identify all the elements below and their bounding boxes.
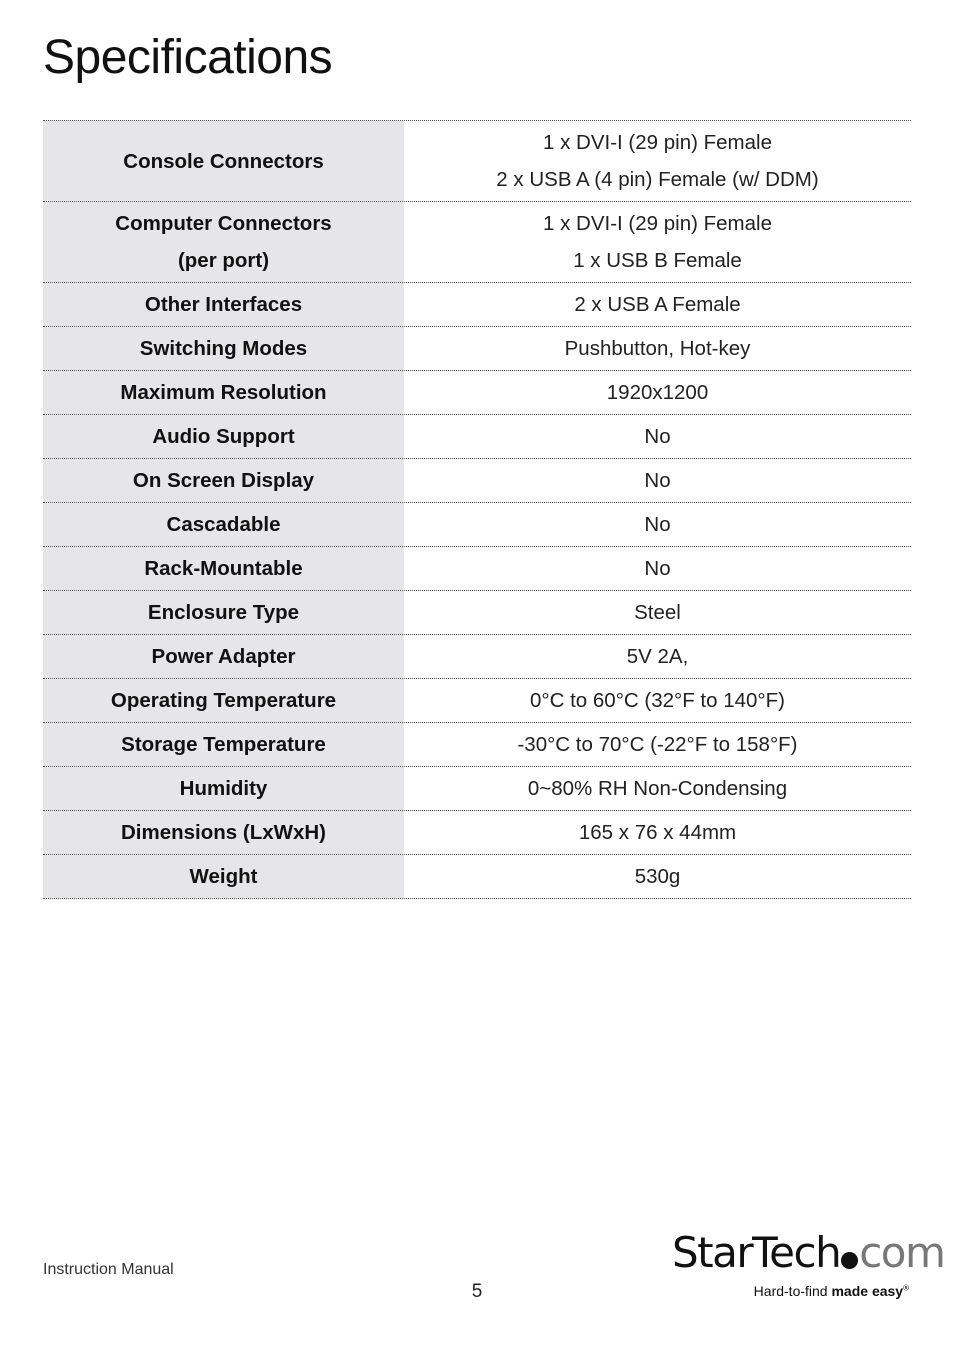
spec-value-line: 1 x DVI-I (29 pin) Female bbox=[543, 131, 772, 154]
spec-label bbox=[43, 371, 404, 414]
spec-row bbox=[43, 459, 911, 503]
spec-label-line: Rack-Mountable bbox=[144, 557, 303, 580]
spec-value bbox=[404, 459, 911, 502]
spec-value-line: 5V 2A, bbox=[626, 645, 689, 668]
spec-label-line: Storage Temperature bbox=[121, 733, 326, 756]
spec-label-line: Maximum Resolution bbox=[120, 381, 327, 404]
spec-value bbox=[404, 283, 911, 326]
logo-tagline bbox=[754, 1283, 909, 1299]
spec-value bbox=[404, 723, 911, 766]
spec-value-line: No bbox=[644, 557, 671, 580]
spec-value-line: 1920x1200 bbox=[606, 381, 709, 404]
logo-tagline-bold: made easy bbox=[831, 1283, 904, 1299]
spec-label-line: Computer Connectors bbox=[115, 212, 332, 235]
spec-label-line: Switching Modes bbox=[139, 337, 308, 360]
spec-value bbox=[404, 811, 911, 854]
spec-value bbox=[404, 547, 911, 590]
spec-value-line: 0°C to 60°C (32°F to 140°F) bbox=[530, 689, 785, 712]
spec-label-line: Other Interfaces bbox=[144, 293, 303, 316]
spec-label bbox=[43, 415, 404, 458]
spec-value-line: No bbox=[644, 469, 671, 492]
spec-label bbox=[43, 503, 404, 546]
spec-value bbox=[404, 767, 911, 810]
spec-row bbox=[43, 121, 911, 202]
spec-row bbox=[43, 855, 911, 899]
spec-label bbox=[43, 591, 404, 634]
spec-row bbox=[43, 811, 911, 855]
spec-label-line: Humidity bbox=[179, 777, 268, 800]
spec-label bbox=[43, 723, 404, 766]
spec-label-line: Dimensions (LxWxH) bbox=[120, 821, 327, 844]
spec-value-line: 1 x DVI-I (29 pin) Female bbox=[543, 212, 772, 235]
spec-value bbox=[404, 591, 911, 634]
spec-row bbox=[43, 202, 911, 283]
spec-label bbox=[43, 635, 404, 678]
spec-row bbox=[43, 723, 911, 767]
spec-label bbox=[43, 547, 404, 590]
page-number: 5 bbox=[471, 1281, 483, 1302]
spec-label bbox=[43, 679, 404, 722]
spec-label bbox=[43, 202, 404, 282]
spec-row bbox=[43, 415, 911, 459]
spec-label-line: Console Connectors bbox=[123, 149, 324, 173]
spec-label-line: On Screen Display bbox=[132, 469, 315, 492]
spec-label bbox=[43, 121, 404, 201]
logo-tagline-regular: Hard-to-find bbox=[753, 1283, 832, 1299]
startech-logo bbox=[668, 1228, 945, 1308]
spec-row bbox=[43, 503, 911, 547]
footer-document-name: Instruction Manual bbox=[43, 1261, 174, 1278]
spec-value bbox=[404, 635, 911, 678]
spec-label-line: Power Adapter bbox=[151, 645, 296, 668]
spec-value-line: 2 x USB A Female bbox=[574, 293, 741, 316]
spec-value-line: 530g bbox=[634, 865, 681, 888]
spec-value-line: -30°C to 70°C (-22°F to 158°F) bbox=[517, 733, 798, 756]
spec-value bbox=[404, 855, 911, 898]
spec-row bbox=[43, 635, 911, 679]
spec-value-line: No bbox=[644, 425, 671, 448]
spec-value-line: Steel bbox=[634, 601, 681, 624]
spec-row bbox=[43, 767, 911, 811]
spec-label-line: Weight bbox=[189, 865, 258, 888]
spec-label-line: Enclosure Type bbox=[147, 601, 300, 624]
spec-value bbox=[404, 371, 911, 414]
spec-label bbox=[43, 767, 404, 810]
spec-value bbox=[404, 503, 911, 546]
registered-mark: ® bbox=[903, 1283, 909, 1293]
spec-value bbox=[404, 202, 911, 282]
spec-label bbox=[43, 459, 404, 502]
logo-brand-main: StarTech bbox=[672, 1228, 841, 1277]
spec-row bbox=[43, 371, 911, 415]
spec-row bbox=[43, 679, 911, 723]
spec-label bbox=[43, 283, 404, 326]
spec-table bbox=[43, 120, 911, 899]
logo-wordmark bbox=[672, 1228, 944, 1277]
spec-row bbox=[43, 283, 911, 327]
spec-label bbox=[43, 855, 404, 898]
spec-label bbox=[43, 327, 404, 370]
spec-row bbox=[43, 547, 911, 591]
spec-row bbox=[43, 591, 911, 635]
spec-value bbox=[404, 415, 911, 458]
spec-value bbox=[404, 327, 911, 370]
spec-label-line: Operating Temperature bbox=[110, 689, 337, 712]
spec-value-line: 1 x USB B Female bbox=[573, 249, 742, 272]
spec-value-line: 0~80% RH Non-Condensing bbox=[527, 777, 788, 800]
spec-label-line: Audio Support bbox=[152, 425, 295, 448]
spec-value-line: 165 x 76 x 44mm bbox=[578, 821, 737, 844]
spec-value-line: No bbox=[644, 513, 671, 536]
page-title: Specifications bbox=[43, 31, 333, 84]
spec-label-line: Cascadable bbox=[166, 513, 281, 536]
spec-value bbox=[404, 679, 911, 722]
spec-value-line: Pushbutton, Hot-key bbox=[564, 337, 751, 360]
spec-value bbox=[404, 121, 911, 201]
spec-label-line: (per port) bbox=[177, 249, 270, 272]
spec-value-line: 2 x USB A (4 pin) Female (w/ DDM) bbox=[496, 168, 819, 191]
logo-dot-icon bbox=[841, 1252, 858, 1269]
spec-label bbox=[43, 811, 404, 854]
spec-row bbox=[43, 327, 911, 371]
logo-brand-suffix: com bbox=[859, 1228, 945, 1277]
